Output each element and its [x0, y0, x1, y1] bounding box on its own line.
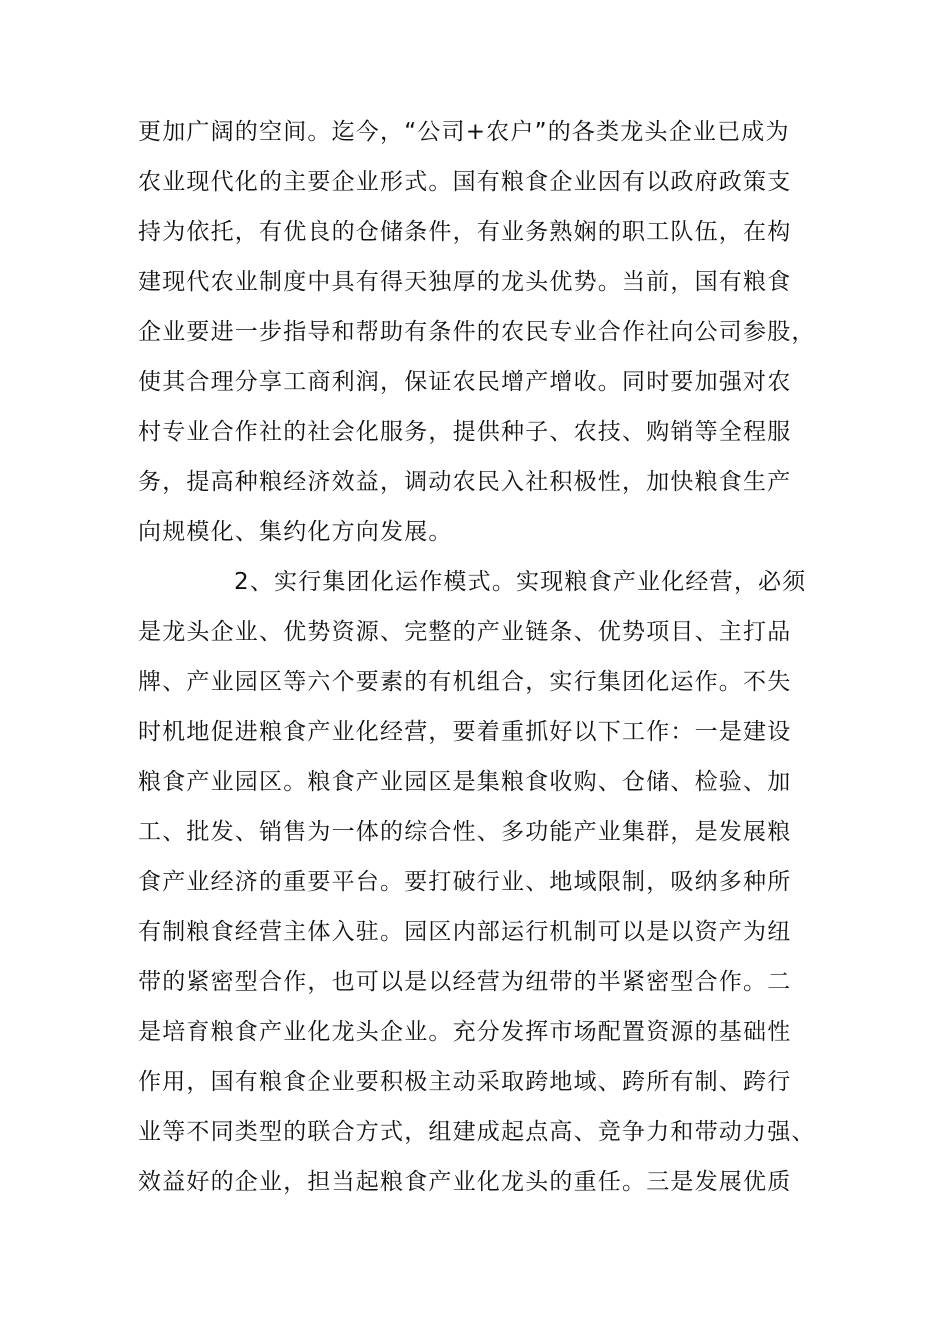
text-line-6: 使其合理分享工商利润，保证农民增产增收。同时要加强对农 [138, 369, 792, 395]
text-line-18: 带的紧密型合作，也可以是以经营为纽带的半紧密型合作。二 [138, 969, 792, 995]
text-line-16: 食产业经济的重要平台。要打破行业、地域限制，吸纳多种所 [138, 869, 792, 895]
text-line-21: 业等不同类型的联合方式，组建成起点高、竞争力和带动力强、 [138, 1119, 816, 1145]
text-line-12: 牌、产业园区等六个要素的有机组合，实行集团化运作。不失 [138, 669, 792, 695]
text-line-14: 粮食产业园区。粮食产业园区是集粮食收购、仓储、检验、加 [138, 769, 792, 795]
text-line-11: 是龙头企业、优势资源、完整的产业链条、优势项目、主打品 [138, 619, 792, 645]
text-line-5: 企业要进一步指导和帮助有条件的农民专业合作社向公司参股， [138, 319, 816, 345]
text-line-10: 2、实行集团化运作模式。实现粮食产业化经营，必须 [234, 569, 807, 595]
text-line-13: 时机地促进粮食产业化经营，要着重抓好以下工作：一是建设 [138, 719, 792, 745]
text-line-2: 农业现代化的主要企业形式。国有粮食企业因有以政府政策支 [138, 169, 792, 195]
text-line-19: 是培育粮食产业化龙头企业。充分发挥市场配置资源的基础性 [138, 1019, 792, 1045]
text-line-3: 持为依托，有优良的仓储条件，有业务熟娴的职工队伍，在构 [138, 219, 792, 245]
text-line-9: 向规模化、集约化方向发展。 [138, 519, 453, 545]
text-line-22: 效益好的企业，担当起粮食产业化龙头的重任。三是发展优质 [138, 1169, 792, 1195]
text-line-17: 有制粮食经营主体入驻。园区内部运行机制可以是以资产为纽 [138, 919, 792, 945]
text-line-8: 务，提高种粮经济效益，调动农民入社积极性，加快粮食生产 [138, 469, 792, 495]
text-line-1: 更加广阔的空间。迄今，“公司+农户”的各类龙头企业已成为 [138, 119, 790, 145]
text-line-4: 建现代农业制度中具有得天独厚的龙头优势。当前，国有粮食 [138, 269, 792, 295]
text-line-20: 作用，国有粮食企业要积极主动采取跨地域、跨所有制、跨行 [138, 1069, 792, 1095]
text-line-7: 村专业合作社的社会化服务，提供种子、农技、购销等全程服 [138, 419, 792, 445]
text-line-15: 工、批发、销售为一体的综合性、多功能产业集群，是发展粮 [138, 819, 792, 845]
